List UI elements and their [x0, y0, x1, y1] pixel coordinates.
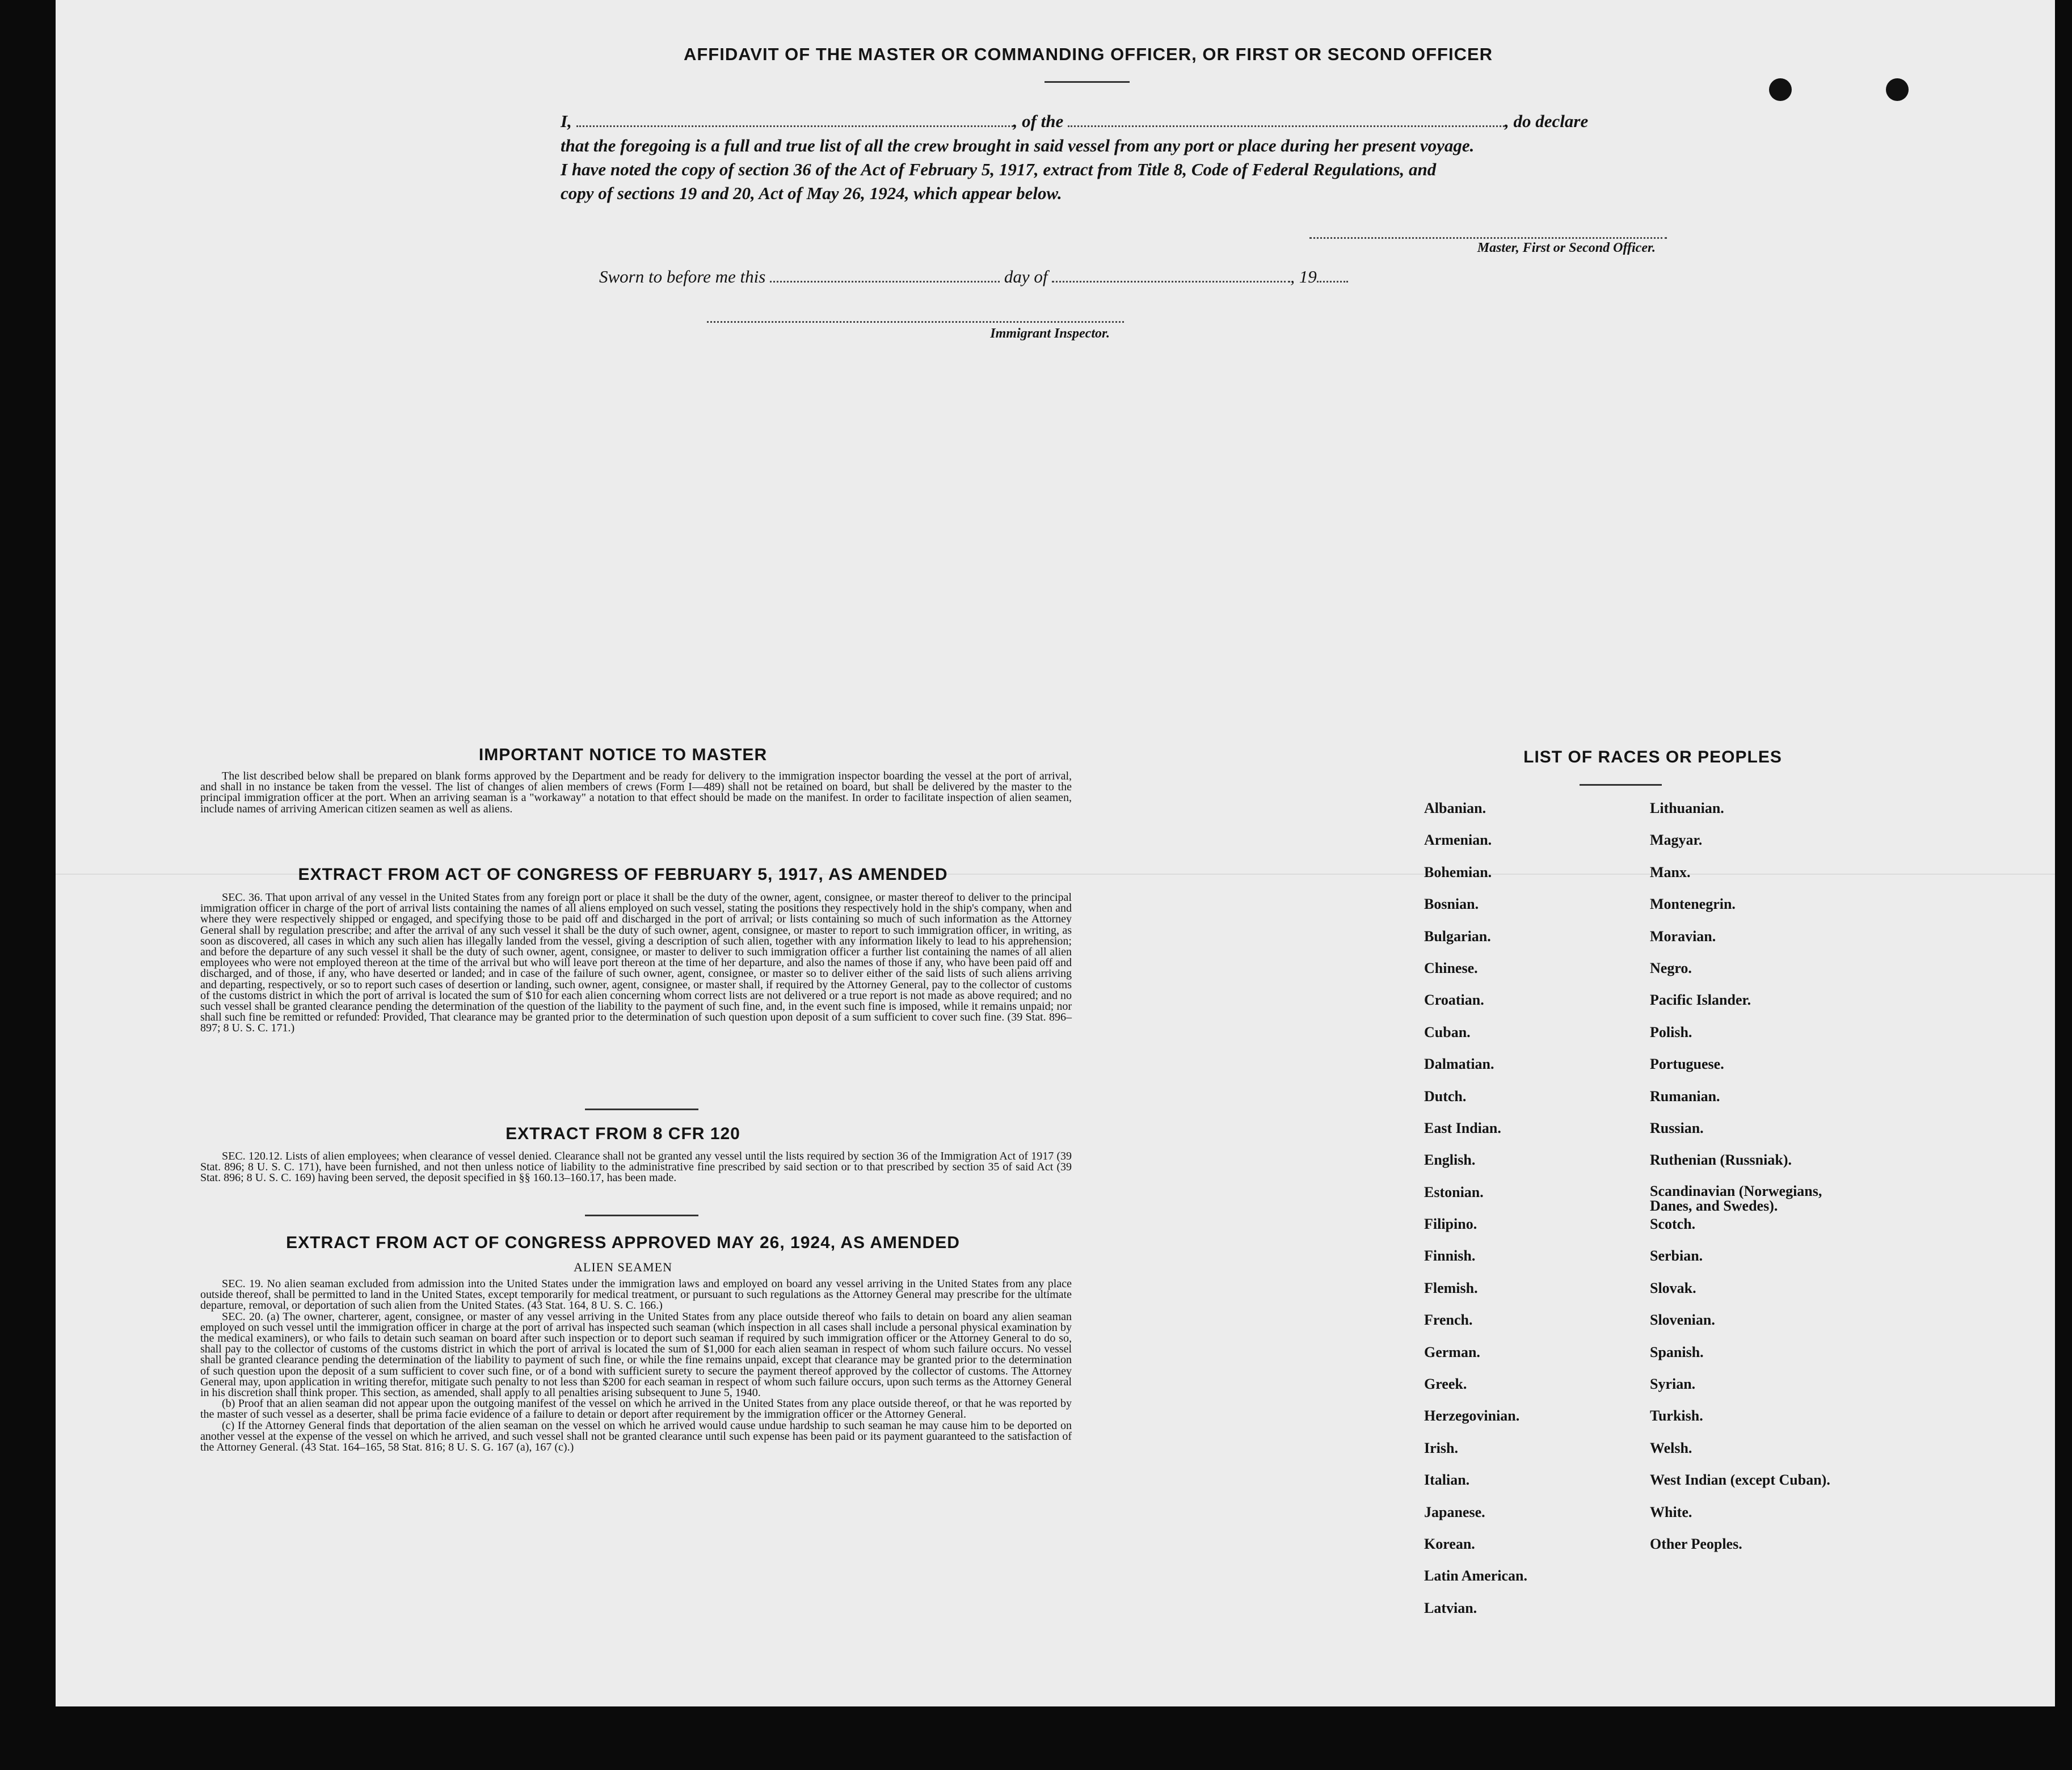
affidavit-body-line: that the foregoing is a full and true list of all the crew brought in said vessel from any port or place during her present voyage.: [561, 136, 1475, 155]
vessel-name-field[interactable]: [1068, 125, 1505, 127]
extract-1917-text: [200, 892, 1072, 1034]
race-list-item: Welsh.: [1650, 1439, 1692, 1456]
race-list-item: Moravian.: [1650, 928, 1716, 945]
race-list-item: Korean.: [1424, 1535, 1475, 1552]
race-list-item: Ruthenian (Russniak).: [1650, 1152, 1792, 1169]
races-column-2: [1650, 800, 1865, 1567]
races-column-1: [1424, 800, 1527, 1632]
race-list-item: Herzegovinian.: [1424, 1407, 1520, 1425]
affidavit-do-declare: , do declare: [1505, 111, 1589, 131]
inspector-signature-line[interactable]: [707, 321, 1124, 323]
officer-name-field[interactable]: [576, 125, 1013, 127]
year-prefix: , 19: [1290, 267, 1317, 286]
race-list-item: Turkish.: [1650, 1407, 1703, 1425]
race-list-item: Rumanian.: [1650, 1088, 1720, 1105]
race-list-item: Dutch.: [1424, 1088, 1467, 1105]
race-list-item: Portuguese.: [1650, 1056, 1724, 1073]
affidavit-body-line: copy of sections 19 and 20, Act of May 26, 1924, which appear below.: [561, 183, 1062, 203]
race-list-item: Polish.: [1650, 1023, 1692, 1040]
race-list-item: Estonian.: [1424, 1183, 1484, 1200]
race-list-item: Scotch.: [1650, 1216, 1696, 1233]
master-signature-label: Master, First or Second Officer.: [1477, 241, 1656, 255]
section-20a-paragraph: SEC. 20. (a) The owner, charterer, agent, consignee, or master of any vessel arriving in the United States from any place outside thereof who fails to detain on board any alien seaman employed on such vessel until the immigration officer in charge at the port of arrival has inspected such seaman (which inspection in all cases shall include a personal physical examination by the medical examiners), or who fails to detain such seaman on board after such inspection or to deport such seaman if required by such immigration officer or the Attorney General to do so, shall pay to the collector of customs of the customs district in which the port of arrival is located the sum of $1,000 for each alien seaman in respect of whom such failure occurs. No vessel shall be granted clearance pending the determination of the liability to payment of such fine, or while the fine remains unpaid, except that clearance may be granted prior to the determination of such question upon the deposit of a sum sufficient to cover such fine, or of a bond with sufficient surety to secure the payment thereof approved by the collector of customs. The Attorney General may, upon application in writing therefor, mitigate such penalty to not less than $200 for each seaman in respect of whom such failure occurs, upon such terms as the Attorney General in his discretion shall think proper. This section, as amended, shall apply to all penalties arising subsequent to June 5, 1940.: [200, 1310, 1072, 1400]
sworn-date-field[interactable]: [770, 281, 1000, 283]
sworn-month-field[interactable]: [1052, 281, 1290, 283]
races-list-title: LIST OF RACES OR PEOPLES: [1523, 748, 1782, 766]
races-title-rule: [1580, 784, 1662, 786]
affidavit-body-line: I have noted the copy of section 36 of the Act of February 5, 1917, extract from Title 8, Code of Federal Regulations, and: [561, 159, 1437, 179]
sworn-line: [599, 264, 1348, 289]
race-list-item: Greek.: [1424, 1376, 1467, 1393]
race-list-item: Bulgarian.: [1424, 928, 1491, 945]
race-list-item: Flemish.: [1424, 1279, 1478, 1296]
race-list-item: Pacific Islander.: [1650, 992, 1751, 1009]
race-list-item: Filipino.: [1424, 1216, 1477, 1233]
section-120-12-paragraph: SEC. 120.12. Lists of alien employees; when clearance of vessel denied. Clearance shall not be granted any vessel until the lists required by section 36 of the Immigration Act of 1917 (39 Stat. 896; 8 U. S. C. 171), have been furnished, and not then unless notice of liability to the administrative fine prescribed by said section or to that prescribed by section 35 of said Act (39 Stat. 896; 8 U. S. C. 169) having been served, the deposit specified in §§ 160.13–160.17, has been made.: [200, 1150, 1072, 1185]
sworn-before-label: Sworn to before me this: [599, 267, 766, 286]
sworn-year-field[interactable]: [1317, 281, 1348, 283]
race-list-item: Slovak.: [1650, 1279, 1696, 1296]
race-list-item: Bosnian.: [1424, 896, 1479, 913]
extract-1924-text: [200, 1279, 1072, 1453]
affidavit-i: I,: [561, 111, 572, 131]
affidavit-title-rule: [1045, 81, 1130, 83]
race-list-item: Lithuanian.: [1650, 800, 1724, 816]
race-list-item: Other Peoples.: [1650, 1535, 1742, 1552]
master-signature-line[interactable]: [1309, 237, 1667, 239]
race-list-item: Latin American.: [1424, 1567, 1527, 1584]
race-list-item: Latvian.: [1424, 1599, 1477, 1616]
race-list-item: White.: [1650, 1503, 1692, 1520]
race-list-item: Scandinavian (Norwegians, Danes, and Swedes).: [1650, 1182, 1822, 1214]
extract-cfr-text: [200, 1151, 1072, 1184]
race-list-item: Syrian.: [1650, 1376, 1696, 1393]
race-list-item: Bohemian.: [1424, 863, 1492, 880]
punch-hole-left: [1769, 78, 1792, 101]
race-list-item: East Indian.: [1424, 1119, 1501, 1136]
affidavit-body: [561, 133, 1667, 205]
punch-hole-right: [1886, 78, 1909, 101]
race-list-item: Cuban.: [1424, 1023, 1471, 1040]
race-list-item: Armenian.: [1424, 832, 1492, 849]
section-20c-paragraph: (c) If the Attorney General finds that deportation of the alien seaman on the vessel on which he arrived would cause undue hardship to such seaman he may cause him to be deported on another vessel at the expense of the vessel on which he arrived, and such vessel shall not be granted clearance until such expense has been paid or its payment guaranteed to the satisfaction of the Attorney General. (43 Stat. 164–165, 58 Stat. 816; 8 U. S. G. 167 (a), 167 (c).): [200, 1419, 1072, 1454]
race-list-item: Negro.: [1650, 959, 1692, 976]
affidavit-of-the: , of the: [1013, 111, 1064, 131]
race-list-item: Finnish.: [1424, 1248, 1476, 1265]
race-list-item: German.: [1424, 1343, 1480, 1360]
section-19-paragraph: SEC. 19. No alien seaman excluded from admission into the United States under the immigration laws and employed on board any vessel arriving in the United States from any place outside thereof, shall be permitted to land in the United States, except temporarily for medical treatment, or pursuant to such regulations as the Attorney General may prescribe for the ultimate departure, removal, or deportation of such alien from the United States. (43 Stat. 164, 8 U. S. C. 166.): [200, 1278, 1072, 1312]
race-list-item: Spanish.: [1650, 1343, 1704, 1360]
race-list-item: French.: [1424, 1312, 1473, 1329]
extract-cfr-title: EXTRACT FROM 8 CFR 120: [506, 1124, 740, 1143]
document-page: [56, 0, 2055, 1706]
divider-rule: [585, 1215, 698, 1216]
race-list-item: Montenegrin.: [1650, 896, 1736, 913]
divider-rule: [585, 1109, 698, 1110]
race-list-item: Chinese.: [1424, 959, 1478, 976]
race-list-item: Slovenian.: [1650, 1312, 1715, 1329]
section-36-paragraph: SEC. 36. That upon arrival of any vessel in the United States from any foreign port or place it shall be the duty of the owner, agent, consignee, or master thereof to deliver to the principal immigration officer in charge of the port of arrival lists containing the names of all aliens employed on such vessel, stating the positions they respectively hold in the ship's company, when and where they were respectively shipped or engaged, and specifying those to be paid off and discharged in the port of arrival; or lists containing so much of such information as the Attorney General shall by regulation prescribe; and after the arrival of any such vessel it shall be the duty of such owner, agent, consignee, or master to report to such immigration officer, in writing, as soon as discovered, all cases in which any such alien has illegally landed from the vessel, giving a description of such alien, together with any information likely to lead to his apprehension; and before the departure of any such vessel it shall be the duty of such owner, agent, consignee, or master to deliver to such immigration officer a further list containing the names of all alien employees who were not employed thereon at the time of the arrival but who will leave port thereon at the time of her departure, and also the names of those if any, who have been paid off and discharged, and of those, if any, who have deserted or landed; and in case of the failure of such owner, agent, consignee, or master so to deliver either of the said lists of such aliens arriving and departing, respectively, or so to report such cases of desertion or landing, such owner, agent, consignee, or master shall, if required by the Attorney General, pay to the collector of customs of the customs district in which the port of arrival is located the sum of $10 for each alien concerning whom correct lists are not delivered or a true report is not made as above required; and no such vessel shall be granted clearance pending the determination of the question of the liability to the payment of such fine, and, in the event such fine is imposed, while it remains unpaid; nor shall such fine be remitted or refunded: Provided, That clearance may be granted prior to the determination of such question upon deposit of a sum sufficient to cover such fine. (39 Stat. 896–897; 8 U. S. C. 171.): [200, 891, 1072, 1035]
notice-title: IMPORTANT NOTICE TO MASTER: [478, 745, 768, 764]
day-of-label: day of: [1004, 267, 1048, 286]
race-list-item: Dalmatian.: [1424, 1056, 1494, 1073]
race-list-item: West Indian (except Cuban).: [1650, 1472, 1830, 1489]
affidavit-title: AFFIDAVIT OF THE MASTER OR COMMANDING OFFICER, OR FIRST OR SECOND OFFICER: [683, 44, 1493, 64]
race-list-item: English.: [1424, 1152, 1476, 1169]
race-list-item: Irish.: [1424, 1439, 1458, 1456]
race-list-item: Albanian.: [1424, 800, 1486, 816]
affidavit-declaration-line: [561, 109, 1667, 133]
race-list-item: Manx.: [1650, 863, 1691, 880]
notice-text: [200, 771, 1072, 815]
race-list-item: Croatian.: [1424, 992, 1484, 1009]
race-list-item: Italian.: [1424, 1472, 1470, 1489]
extract-1924-title: EXTRACT FROM ACT OF CONGRESS APPROVED MAY 26, 1924, AS AMENDED: [286, 1233, 960, 1252]
race-list-item: Russian.: [1650, 1119, 1704, 1136]
section-20b-paragraph: (b) Proof that an alien seaman did not appear upon the outgoing manifest of the vessel on which he arrived in the United States from any place outside thereof, or that he was reported by the master of such vessel as a deserter, shall be prima facie evidence of a failure to detain or deport after requirement by the immigration officer or the Attorney General.: [200, 1397, 1072, 1421]
race-list-item: Magyar.: [1650, 832, 1703, 849]
inspector-signature-label: Immigrant Inspector.: [990, 326, 1110, 341]
alien-seamen-subtitle: ALIEN SEAMEN: [574, 1260, 672, 1274]
notice-paragraph: The list described below shall be prepared on blank forms approved by the Department and be ready for delivery to the immigration inspector boarding the vessel at the port of arrival, and shall in no instance be taken from the vessel. The list of changes of alien members of crews (Form I—489) shall not be retained on board, but shall be delivered by the master to the principal immigration officer at the port. When an arriving seaman is a "workaway" a notation to that effect should be made on the manifest. In order to facilitate inspection of alien seamen, include names of arriving American citizen seamen as well as aliens.: [200, 770, 1072, 815]
extract-1917-title: EXTRACT FROM ACT OF CONGRESS OF FEBRUARY 5, 1917, AS AMENDED: [298, 865, 948, 884]
race-list-item: Japanese.: [1424, 1503, 1485, 1520]
race-list-item: Serbian.: [1650, 1248, 1703, 1265]
